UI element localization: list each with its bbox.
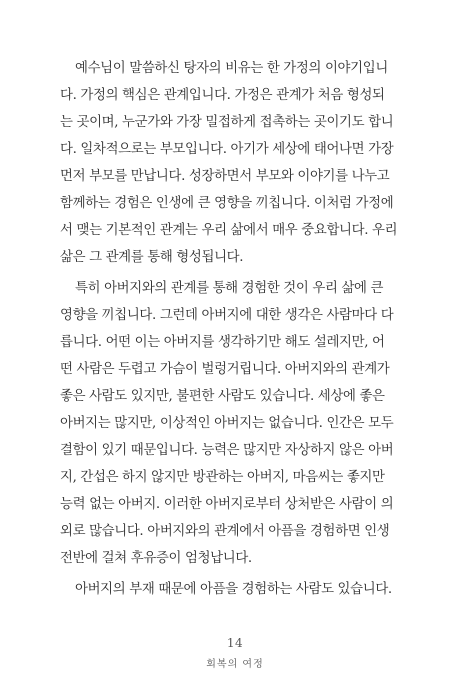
text-line: 전반에 걸쳐 후유증이 엄청납니다.: [60, 551, 252, 566]
text-line: 서 맺는 기본적인 관계는 우리 삶에서 매우 중요합니다. 우리: [60, 223, 398, 238]
text-line: 는 곳이며, 누군가와 가장 밀접하게 접촉하는 곳이기도 합니: [60, 115, 394, 130]
text-line: 아버지는 많지만, 이상적인 아버지는 없습니다. 인간은 모두: [60, 416, 394, 431]
text-line: 떤 사람은 두렵고 가슴이 벌렁거립니다. 아버지와의 관계가: [60, 362, 390, 377]
text-line: 아버지의 부재 때문에 아픔을 경험하는 사람도 있습니다.: [75, 582, 392, 597]
text-line: 결함이 있기 때문입니다. 능력은 많지만 자상하지 않은 아버: [60, 443, 394, 458]
body-text: [60, 55, 398, 603]
text-line: 외로 많습니다. 아버지와의 관계에서 아픔을 경험하면 인생: [60, 524, 390, 539]
running-title: 회복의 여정: [206, 659, 264, 670]
text-line: 영향을 끼칩니다. 그런데 아버지에 대한 생각은 사람마다 다: [60, 308, 394, 323]
text-line: 다. 일차적으로는 부모입니다. 아기가 세상에 태어나면 가장: [60, 142, 394, 157]
text-line: 삶은 그 관계를 통해 형성됩니다.: [60, 250, 244, 265]
text-line: 능력 없는 아버지. 이러한 아버지로부터 상처받은 사람이 의: [60, 497, 394, 512]
text-line: 릅니다. 어떤 이는 아버지를 생각하기만 해도 설레지만, 어: [60, 335, 385, 350]
text-line: 지, 간섭은 하지 않지만 방관하는 아버지, 마음씨는 좋지만: [60, 470, 385, 485]
text-line: 함께하는 경험은 인생에 큰 영향을 끼칩니다. 이처럼 가정에: [60, 196, 394, 211]
paragraph-2: [60, 275, 394, 572]
page-number: 14: [226, 636, 244, 650]
paragraph-1: [60, 55, 398, 271]
text-line: 특히 아버지와의 관계를 통해 경험한 것이 우리 삶에 큰: [75, 281, 384, 296]
text-line: 예수님이 말씀하신 탕자의 비유는 한 가정의 이야기입니: [75, 61, 388, 76]
text-line: 좋은 사람도 있지만, 불편한 사람도 있습니다. 세상에 좋은: [60, 389, 385, 404]
text-line: 먼저 부모를 만납니다. 성장하면서 부모와 이야기를 나누고: [60, 169, 390, 184]
text-line: 다. 가정의 핵심은 관계입니다. 가정은 관계가 처음 형성되: [60, 88, 385, 103]
paragraph-3: [60, 576, 392, 603]
